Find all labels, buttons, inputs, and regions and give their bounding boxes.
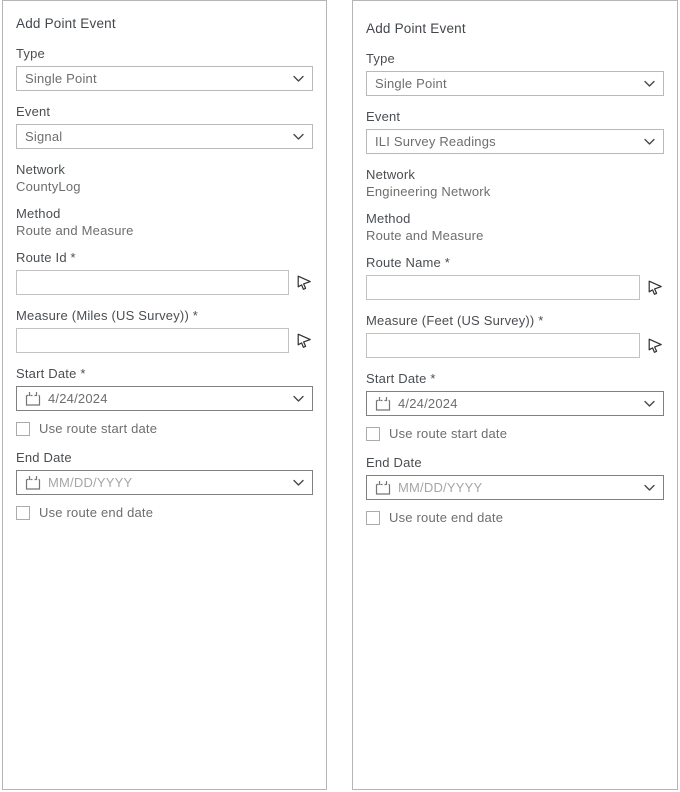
use-route-end-date-label: Use route end date — [389, 510, 504, 525]
route-name-label: Route Name * — [366, 255, 451, 270]
pick-measure-on-map-button[interactable] — [646, 337, 664, 355]
add-point-event-panel-left — [2, 0, 327, 790]
start-date-picker[interactable] — [366, 391, 664, 416]
start-date-picker[interactable] — [16, 386, 313, 411]
measure-input[interactable] — [366, 333, 640, 358]
end-date-picker[interactable] — [16, 470, 313, 495]
event-select-value: Signal — [25, 129, 63, 144]
chevron-down-icon — [293, 479, 304, 486]
chevron-down-icon — [644, 80, 655, 87]
calendar-icon — [25, 391, 41, 407]
event-label: Event — [16, 104, 51, 119]
end-date-label: End Date — [366, 455, 422, 470]
measure-input[interactable] — [16, 328, 289, 353]
calendar-icon — [375, 480, 391, 496]
chevron-down-icon — [293, 133, 304, 140]
chevron-down-icon — [293, 395, 304, 402]
type-select-value: Single Point — [375, 76, 447, 91]
add-point-event-panel-right — [352, 0, 678, 790]
page-title: Add Point Event — [16, 16, 116, 31]
chevron-down-icon — [644, 484, 655, 491]
end-date-picker[interactable] — [366, 475, 664, 500]
network-value: Engineering Network — [366, 184, 491, 199]
method-label: Method — [366, 211, 411, 226]
measure-label: Measure (Feet (US Survey)) * — [366, 313, 544, 328]
use-route-start-date-option[interactable] — [366, 426, 664, 441]
chevron-down-icon — [644, 400, 655, 407]
route-name-input[interactable] — [366, 275, 640, 300]
type-select-value: Single Point — [25, 71, 97, 86]
calendar-icon — [375, 396, 391, 412]
map-pointer-icon — [647, 337, 664, 354]
end-date-label: End Date — [16, 450, 72, 465]
pick-measure-on-map-button[interactable] — [295, 332, 313, 350]
end-date-placeholder: MM/DD/YYYY — [48, 475, 133, 490]
network-value: CountyLog — [16, 179, 81, 194]
start-date-label: Start Date * — [366, 371, 436, 386]
use-route-end-date-option[interactable] — [16, 505, 313, 520]
pick-route-on-map-button[interactable] — [295, 274, 313, 292]
start-date-value: 4/24/2024 — [398, 396, 458, 411]
event-label: Event — [366, 109, 401, 124]
type-select[interactable] — [366, 71, 664, 96]
map-pointer-icon — [647, 279, 664, 296]
route-id-label: Route Id * — [16, 250, 76, 265]
route-id-input[interactable] — [16, 270, 289, 295]
use-route-start-date-label: Use route start date — [389, 426, 508, 441]
event-select[interactable] — [366, 129, 664, 154]
method-label: Method — [16, 206, 61, 221]
network-label: Network — [16, 162, 66, 177]
event-select-value: ILI Survey Readings — [375, 134, 496, 149]
end-date-placeholder: MM/DD/YYYY — [398, 480, 483, 495]
start-date-value: 4/24/2024 — [48, 391, 108, 406]
use-route-start-date-option[interactable] — [16, 421, 313, 436]
use-route-start-date-label: Use route start date — [39, 421, 158, 436]
type-select[interactable] — [16, 66, 313, 91]
type-label: Type — [16, 46, 45, 61]
use-route-end-date-checkbox[interactable] — [16, 506, 30, 520]
map-pointer-icon — [296, 332, 313, 349]
measure-label: Measure (Miles (US Survey)) * — [16, 308, 199, 323]
network-label: Network — [366, 167, 416, 182]
start-date-label: Start Date * — [16, 366, 86, 381]
map-pointer-icon — [296, 274, 313, 291]
chevron-down-icon — [644, 138, 655, 145]
use-route-end-date-option[interactable] — [366, 510, 664, 525]
use-route-start-date-checkbox[interactable] — [366, 427, 380, 441]
method-value: Route and Measure — [366, 228, 484, 243]
method-value: Route and Measure — [16, 223, 134, 238]
pick-route-on-map-button[interactable] — [646, 279, 664, 297]
chevron-down-icon — [293, 75, 304, 82]
use-route-end-date-checkbox[interactable] — [366, 511, 380, 525]
use-route-start-date-checkbox[interactable] — [16, 422, 30, 436]
event-select[interactable] — [16, 124, 313, 149]
page-title: Add Point Event — [366, 21, 466, 36]
type-label: Type — [366, 51, 395, 66]
calendar-icon — [25, 475, 41, 491]
use-route-end-date-label: Use route end date — [39, 505, 154, 520]
